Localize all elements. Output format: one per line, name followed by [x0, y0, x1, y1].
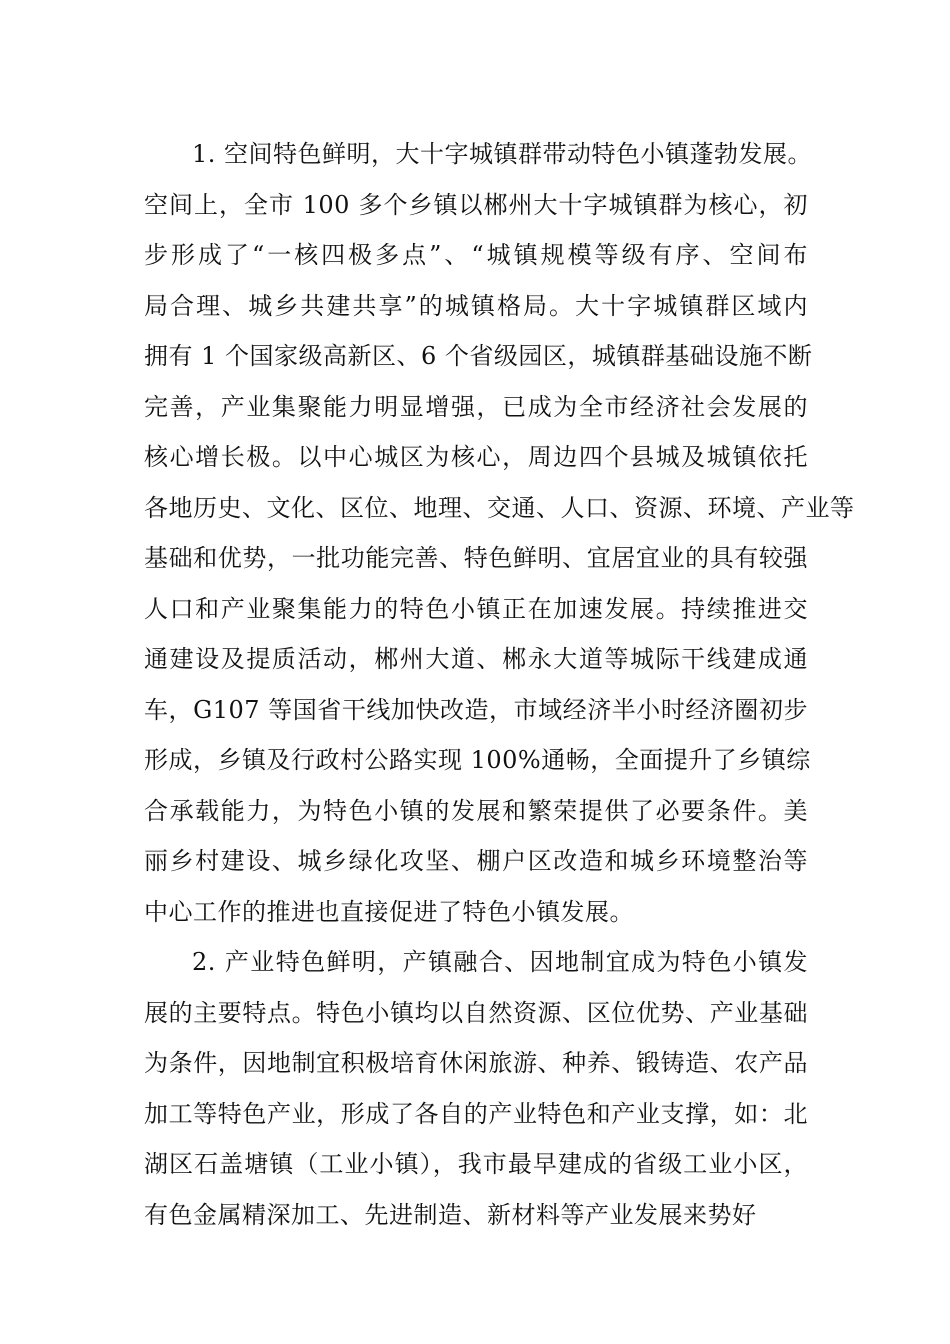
text-line: 通建设及提质活动，郴州大道、郴永大道等城际干线建成通 [144, 645, 808, 673]
text-line: 完善，产业集聚能力明显增强，已成为全市经济社会发展的 [144, 392, 808, 421]
text-line: 基础和优势，一批功能完善、特色鲜明、宜居宜业的具有较强 [144, 544, 808, 572]
text-line: 空间上，全市 100 多个乡镇以郴州大十字城镇群为核心，初 [144, 190, 808, 219]
text-line: 合承载能力，为特色小镇的发展和繁荣提供了必要条件。美 [144, 796, 808, 825]
text-line: 中心工作的推进也直接促进了特色小镇发展。 [144, 897, 634, 926]
text-line: 湖区石盖塘镇（工业小镇），我市最早建成的省级工业小区， [144, 1150, 808, 1178]
text-line: 2. 产业特色鲜明，产镇融合、因地制宜成为特色小镇发 [192, 948, 808, 976]
text-line: 步形成了“一核四极多点”、“城镇规模等级有序、空间布 [144, 241, 808, 269]
paragraph-2 [144, 937, 808, 1240]
text-line: 车，G107 等国省干线加快改造，市域经济半小时经济圈初步 [144, 695, 808, 724]
text-line: 展的主要特点。特色小镇均以自然资源、区位优势、产业基础 [144, 998, 808, 1027]
text-line: 1. 空间特色鲜明，大十字城镇群带动特色小镇蓬勃发展。 [192, 140, 813, 168]
paragraph-1 [144, 129, 855, 937]
text-line: 有色金属精深加工、先进制造、新材料等产业发展来势好 [144, 1200, 757, 1229]
text-line: 核心增长极。以中心城区为核心，周边四个县城及城镇依托 [144, 443, 808, 471]
text-line: 拥有 1 个国家级高新区、6 个省级园区，城镇群基础设施不断 [144, 342, 813, 370]
text-line: 各地历史、文化、区位、地理、交通、人口、资源、环境、产业等 [144, 493, 855, 522]
document-body [144, 129, 855, 1240]
text-line: 为条件，因地制宜积极培育休闲旅游、种养、锻铸造、农产品 [144, 1049, 808, 1077]
text-line: 局合理、城乡共建共享”的城镇格局。大十字城镇群区域内 [144, 291, 808, 320]
text-line: 形成，乡镇及行政村公路实现 100%通畅，全面提升了乡镇综 [144, 746, 811, 774]
text-line: 加工等特色产业，形成了各自的产业特色和产业支撑，如：北 [144, 1099, 808, 1128]
text-line: 丽乡村建设、城乡绿化攻坚、棚户区改造和城乡环境整治等 [144, 847, 808, 875]
text-line: 人口和产业聚集能力的特色小镇正在加速发展。持续推进交 [144, 594, 808, 623]
